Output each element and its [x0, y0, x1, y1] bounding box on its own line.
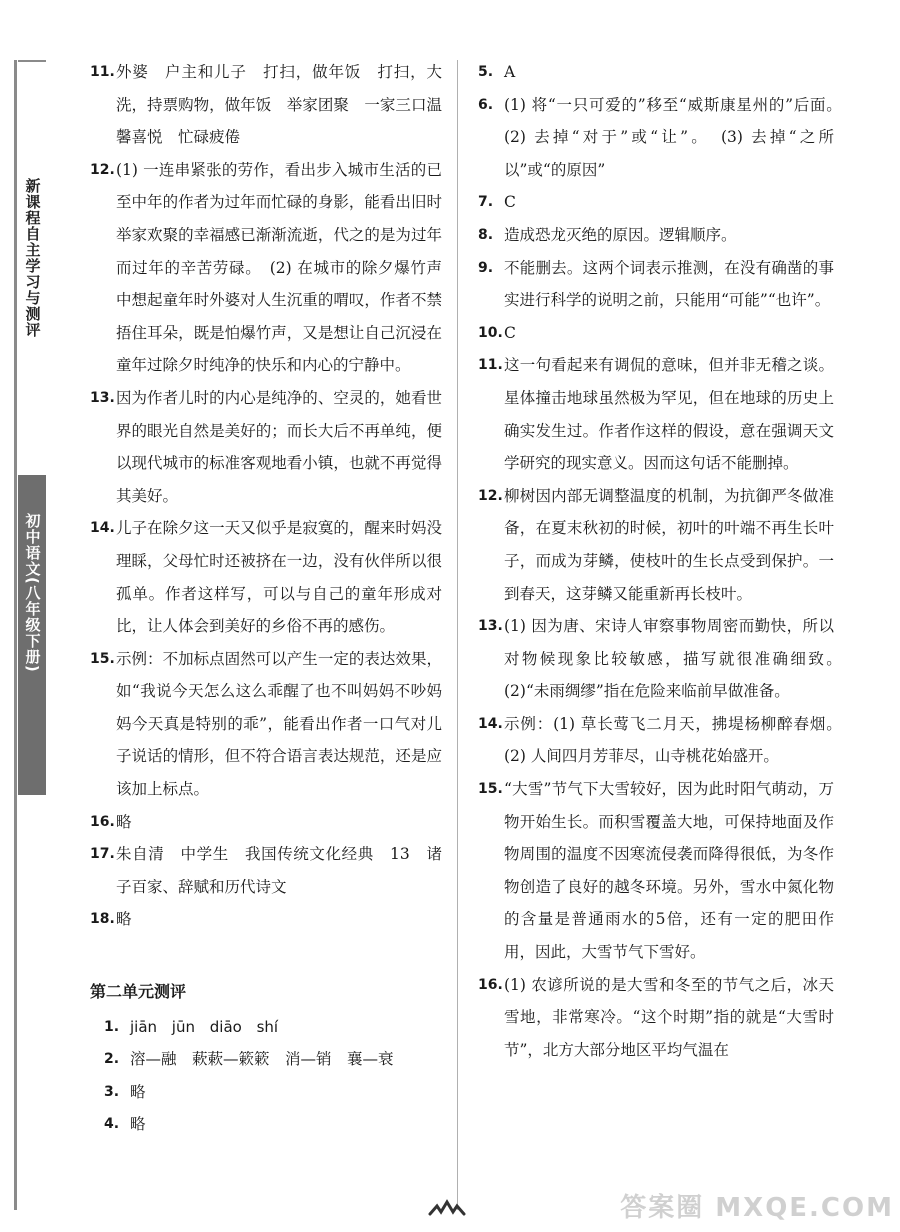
- answer-item: [90, 512, 442, 642]
- answer-text: (1) 将“一只可爱的”移至“威斯康星州的”后面。 (2) 去掉“对于”或“让”。 (3) 去掉“之所以”或“的原因”: [504, 95, 850, 179]
- answer-text: 朱自清 中学生 我国传统文化经典 13 诸子百家、辞赋和历代诗文: [116, 845, 442, 896]
- answer-item: [90, 56, 442, 154]
- answer-number: 11.: [90, 64, 115, 80]
- answer-text: 溶—融 蔌蔌—簌簌 消—销 襄—衰: [130, 1050, 394, 1069]
- left-answer-list: [90, 56, 442, 936]
- section-answer-list: [90, 1011, 442, 1141]
- sidebar-book-title: 新课程自主学习与测评: [23, 178, 42, 338]
- section-title: 第二单元测评: [90, 982, 187, 1002]
- answer-item: [90, 903, 442, 936]
- answer-text: 儿子在除夕这一天又似乎是寂寞的，醒来时妈没理睬，父母忙时还被挤在一边，没有伙伴所以很孤单。作者这样写，可以与自己的童年形成对比，让人体会到美好的乡俗不再的感伤。: [116, 519, 442, 636]
- answer-number: 7.: [478, 194, 494, 211]
- answer-text: C: [504, 323, 516, 342]
- answer-number: 6.: [478, 96, 494, 113]
- answer-number: 1.: [104, 1018, 120, 1035]
- answer-text: 略: [130, 1115, 146, 1134]
- answer-text: A: [504, 63, 516, 81]
- answer-number: 8.: [478, 226, 494, 243]
- answer-text: jiān jūn diāo shí: [130, 1017, 279, 1036]
- right-column: [478, 56, 850, 1066]
- page-ornament-icon: [425, 1198, 475, 1218]
- answer-item: [90, 382, 442, 512]
- sidebar-edition-panel: [18, 475, 46, 795]
- answer-text: C: [504, 193, 516, 212]
- answer-number: 15.: [90, 650, 115, 667]
- answer-number: 13.: [478, 618, 503, 635]
- answer-item: [90, 154, 442, 382]
- answer-number: 17.: [90, 846, 115, 863]
- answer-text: 略: [116, 812, 132, 831]
- answer-text: 略: [130, 1082, 146, 1101]
- left-column: [90, 56, 442, 1141]
- answer-text: (1) 因为唐、宋诗人审察事物周密而勤快，所以对物候现象比较敏感，描写就很准确细致。 (2)“未雨绸缪”指在危险来临前早做准备。: [504, 617, 850, 701]
- answer-item: [478, 317, 834, 350]
- answer-item: [478, 56, 834, 89]
- sidebar-top-tick: [18, 60, 46, 62]
- answer-item: [478, 773, 834, 969]
- sidebar-edition: 初中语文(八年级下册): [23, 513, 42, 673]
- answer-text: 外婆 户主和儿子 打扫，做年饭 打扫，大洗，持票购物，做年饭 举家团聚 一家三口温馨喜悦 忙碌疲倦: [116, 63, 442, 147]
- answer-text: (1) 一连串紧张的劳作，看出步入城市生活的已至中年的作者为过年而忙碌的身影，能看出旧时举家欢聚的幸福感已渐渐流逝，代之的是为过年而过年的辛苦劳碌。 (2) 在城市的除夕爆竹声中想起童年时外婆对人生沉重的喟叹，作者不禁捂住耳朵，既是怕爆竹声，又是想让自己沉浸在童年过除夕时纯净的快乐和内心的宁静中。: [116, 160, 442, 375]
- answer-number: 5.: [478, 64, 494, 80]
- answer-text: 不能删去。这两个词表示推测，在没有确凿的事实进行科学的说明之前，只能用“可能”“也许”。: [504, 258, 834, 310]
- answer-text: 柳树因内部无调整温度的机制，为抗御严冬做准备，在夏末秋初的时候，初叶的叶端不再生长叶子，而成为芽鳞，使枝叶的生长点受到保护。一到春天，这芽鳞又能重新再长枝叶。: [504, 486, 834, 603]
- answer-item: [90, 1043, 442, 1076]
- answer-item: [478, 969, 834, 1067]
- answer-text: 略: [116, 910, 132, 929]
- answer-item: [90, 643, 442, 806]
- answer-text: 这一句看起来有调侃的意味，但并非无稽之谈。星体撞击地球虽然极为罕见，但在地球的历史上确实发生过。作者作这样的假设，意在强调天文学研究的现实意义。因而这句话不能删掉。: [504, 356, 834, 473]
- answer-number: 12.: [90, 161, 115, 178]
- answer-item: [90, 838, 442, 903]
- answer-item: [478, 219, 834, 252]
- answer-number: 18.: [90, 911, 115, 928]
- answer-item: [478, 186, 834, 219]
- answer-item: [478, 349, 834, 479]
- answer-item: [90, 1076, 442, 1109]
- answer-item: [90, 1011, 442, 1044]
- answer-number: 2.: [104, 1051, 120, 1068]
- answer-item: [90, 1108, 442, 1141]
- right-answer-list: [478, 56, 850, 1066]
- answer-number: 3.: [104, 1083, 120, 1100]
- answer-item: [478, 708, 850, 773]
- sidebar-rule: [14, 60, 17, 1210]
- answer-number: 16.: [90, 813, 115, 830]
- answer-number: 11.: [478, 357, 503, 374]
- answer-text: (1) 农谚所说的是大雪和冬至的节气之后，冰天雪地，非常寒冷。“这个时期”指的就是“大雪时节”，北方大部分地区平均气温在: [504, 975, 834, 1059]
- answer-text: 示例：不加标点固然可以产生一定的表达效果，如“我说今天怎么这么乖醒了也不叫妈妈不吵妈妈今天真是特别的乖”，能看出作者一口气对儿子说话的情形，但不符合语言表达规范，还是应该加上标点。: [116, 649, 442, 799]
- answer-number: 10.: [478, 324, 503, 341]
- sidebar-book-title-panel: [18, 60, 46, 475]
- answer-item: [478, 252, 834, 317]
- answer-number: 12.: [478, 487, 503, 504]
- answer-number: 15.: [478, 781, 503, 798]
- column-divider: [457, 60, 458, 1210]
- answer-number: 9.: [478, 259, 494, 276]
- answer-number: 16.: [478, 976, 503, 993]
- answer-text: 示例：(1) 草长莺飞二月天，拂堤杨柳醉春烟。 (2) 人间四月芳菲尽，山寺桃花始盛开。: [504, 714, 850, 766]
- answer-number: 14.: [478, 715, 503, 732]
- answer-item: [478, 610, 850, 708]
- answer-text: 造成恐龙灭绝的原因。逻辑顺序。: [504, 225, 737, 244]
- answer-item: [478, 89, 850, 187]
- answer-item: [478, 480, 834, 610]
- answer-number: 14.: [90, 520, 115, 537]
- watermark: 答案圈 MXQE.COM: [620, 1193, 894, 1223]
- answer-item: [90, 806, 442, 839]
- answer-number: 4.: [104, 1116, 120, 1133]
- sidebar: [14, 60, 46, 1210]
- answer-text: “大雪”节气下大雪较好，因为此时阳气萌动，万物开始生长。而积雪覆盖大地，可保持地面及作物周围的温度不因寒流侵袭而降得很低，为冬作物创造了良好的越冬环境。另外，雪水中氮化物的含量是普通雨水的5倍，还有一定的肥田作用，因此，大雪节气下雪好。: [504, 780, 834, 962]
- answer-number: 13.: [90, 389, 115, 406]
- answer-text: 因为作者儿时的内心是纯净的、空灵的，她看世界的眼光自然是美好的；而长大后不再单纯，便以现代城市的标准客观地看小镇，也就不再觉得其美好。: [116, 388, 442, 505]
